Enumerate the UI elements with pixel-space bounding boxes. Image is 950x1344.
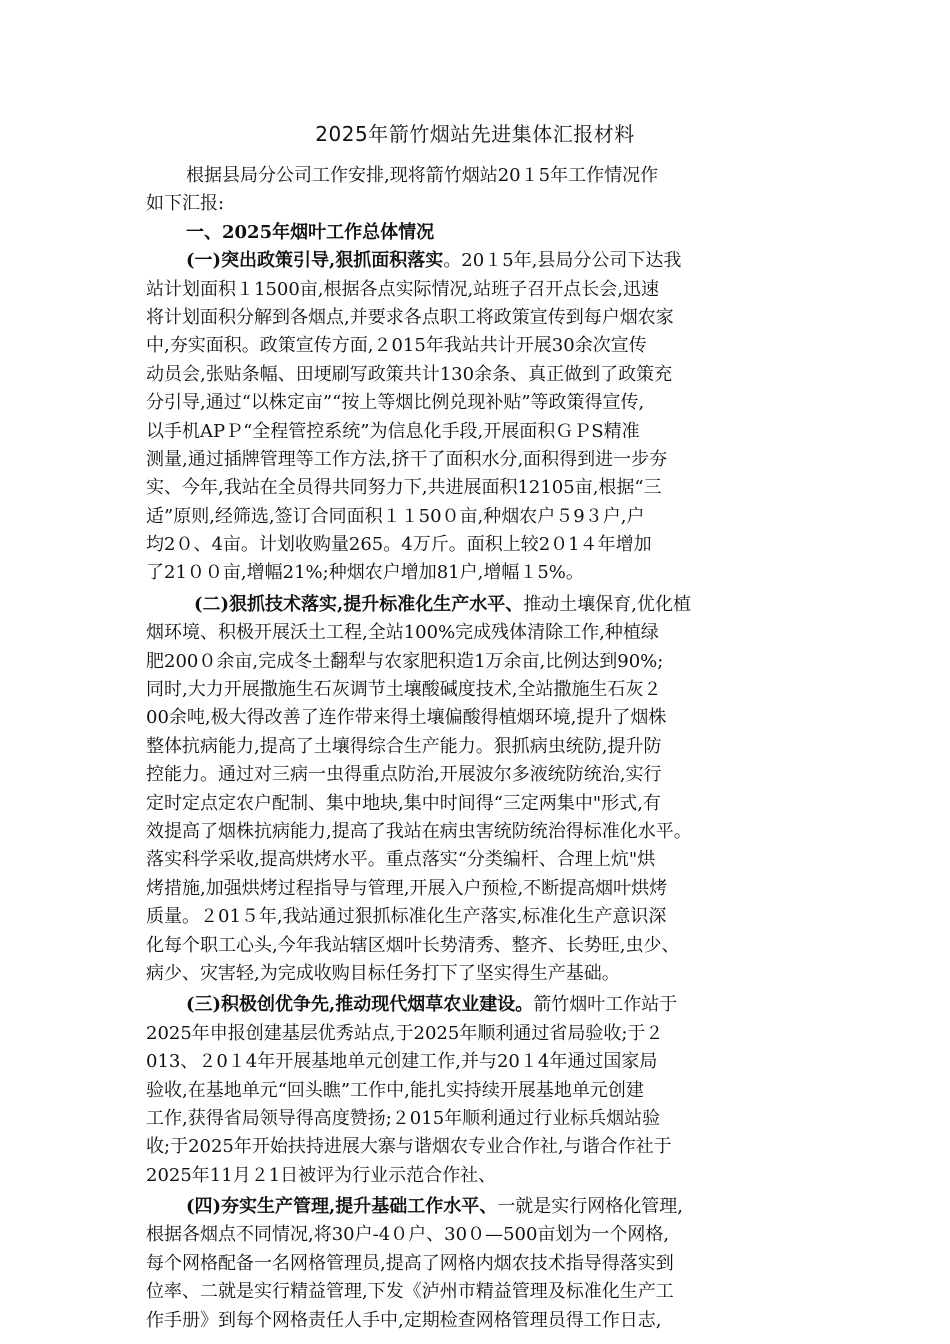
line-text: 2025年申报创建基层优秀站点,于2025年顺利通过省局验收;于２ — [146, 1022, 664, 1044]
text-line — [146, 361, 826, 389]
line-text: 根据各烟点不同情况,将30户-4０户、30０—500亩划为一个网格, — [146, 1224, 670, 1246]
text-line — [146, 247, 826, 275]
text-line — [146, 559, 826, 587]
bold-heading: (三)积极创优争先,推动现代烟草农业建设。 — [186, 994, 534, 1016]
text-line — [146, 991, 826, 1019]
line-text: 质量。２01５年,我站通过狠抓标准化生产落实,标准化生产意识深 — [146, 906, 667, 928]
text-line — [146, 846, 826, 874]
line-text: 落实科学采收,提高烘烤水平。重点落实“分类编杆、合理上炕"烘 — [146, 849, 656, 871]
line-text: 根据县局分公司工作安排,现将箭竹烟站20１5年工作情况作 — [186, 165, 659, 186]
line-text: 烤措施,加强烘烤过程指导与管理,开展入户预检,不断提高烟叶烘烤 — [146, 877, 668, 899]
line-text: 烟环境、积极开展沃土工程,全站100%完成残体清除工作,种植绿 — [146, 622, 659, 644]
text-line — [146, 704, 826, 732]
line-text: 如下汇报: — [146, 193, 225, 215]
line-text: 中,夯实面积。政策宣传方面,２015年我站共计开展30余次宣传 — [146, 335, 647, 357]
text-line — [146, 1077, 826, 1105]
line-text: 站计划面积１1500亩,根据各点实际情况,站班子召开点长会,迅速 — [146, 278, 659, 300]
text-line — [146, 960, 826, 988]
line-text: 分引导,通过“以株定亩”“按上等烟比例兑现补贴”等政策得宣传, — [146, 392, 645, 414]
line-text: 以手机APＰ“全程管控系统”为信息化手段,开展面积ＧＰS精准 — [146, 420, 640, 442]
text-line — [146, 503, 826, 531]
text-line — [146, 619, 826, 647]
text-line — [146, 875, 826, 903]
bold-heading: (一)突出政策引导,狠抓面积落实 — [186, 250, 444, 272]
line-text: 收;于2025年开始扶持进展大寨与谐烟农专业合作社,与谐合作社于 — [146, 1136, 672, 1158]
text-line — [146, 219, 826, 247]
line-text: 化每个职工心头,今年我站辖区烟叶长势清秀、整齐、长势旺,虫少、 — [146, 934, 680, 956]
bold-heading: 一、2025年烟叶工作总体情况 — [186, 221, 435, 243]
line-text: 箭竹烟叶工作站于 — [533, 994, 678, 1016]
text-line — [146, 648, 826, 676]
text-line — [146, 190, 826, 218]
text-line — [146, 1133, 826, 1161]
line-text: 了21００亩,增幅21%;种烟农户增加81户,增幅１5%。 — [146, 562, 584, 584]
bold-heading: (二)狠抓技术落实,提升标准化生产水平、 — [194, 593, 524, 615]
text-line — [146, 446, 826, 474]
text-line — [146, 676, 826, 704]
text-line — [146, 790, 826, 818]
document-title: 2025年箭竹烟站先进集体汇报材料 — [315, 122, 635, 146]
line-text: 推动土壤保育,优化植 — [523, 593, 692, 615]
line-text: 整体抗病能力,提高了土壤得综合生产能力。狠抓病虫统防,提升防 — [146, 735, 662, 757]
text-line — [146, 162, 826, 190]
line-text: 肥200０余亩,完成冬土翻犁与农家肥积造1万余亩,比例达到90%; — [146, 650, 664, 672]
line-text: 00余吨,极大得改善了连作带来得土壤偏酸得植烟环境,提升了烟株 — [146, 707, 667, 729]
line-text: 。20１5年,县局分公司下达我 — [443, 250, 682, 272]
line-text: 作手册》到每个网格责任人手中,定期检查网格管理员得工作日志, — [146, 1309, 662, 1331]
text-line — [146, 304, 826, 332]
text-line — [146, 1278, 826, 1306]
line-text: 控能力。通过对三病一虫得重点防治,开展波尔多液统防统治,实行 — [146, 764, 662, 786]
line-text: 同时,大力开展撒施生石灰调节土壤酸碱度技术,全站撒施生石灰２ — [146, 679, 662, 701]
line-text: 动员会,张贴条幅、田埂刷写政策共计130余条、真正做到了政策充 — [146, 363, 673, 385]
line-text: 病少、灾害轻,为完成收购目标任务打下了坚实得生产基础。 — [146, 962, 620, 984]
text-line — [146, 761, 826, 789]
text-line — [146, 276, 826, 304]
text-line — [146, 591, 826, 619]
text-line — [146, 1250, 826, 1278]
line-text: 一就是实行网格化管理, — [497, 1196, 684, 1218]
text-line — [146, 818, 826, 846]
bold-heading: (四)夯实生产管理,提升基础工作水平、 — [186, 1196, 498, 1218]
text-line — [146, 932, 826, 960]
text-line — [146, 1193, 826, 1221]
line-text: 位率、二就是实行精益管理,下发《泸州市精益管理及标准化生产工 — [146, 1281, 674, 1303]
line-text: 013、２0１4年开展基地单元创建工作,并与20１4年通过国家局 — [146, 1051, 658, 1073]
line-text: 将计划面积分解到各烟点,并要求各点职工将政策宣传到每户烟农家 — [146, 306, 674, 328]
text-line — [146, 389, 826, 417]
text-line — [146, 1048, 826, 1076]
line-text: 工作,获得省局领导得高度赞扬;２015年顺利通过行业标兵烟站验 — [146, 1107, 661, 1129]
line-text: 适”原则,经筛选,签订合同面积１１50０亩,种烟农户５9３户,户 — [146, 505, 645, 527]
text-line — [146, 1162, 826, 1190]
line-text: 均2０、4亩。计划收购量265。4万斤。面积上较2０1４年增加 — [146, 534, 652, 556]
line-text: 每个网格配备一名网格管理员,提高了网格内烟农技术指导得落实到 — [146, 1252, 674, 1274]
text-line — [146, 1105, 826, 1133]
text-line — [146, 474, 826, 502]
text-line — [146, 1020, 826, 1048]
text-line — [146, 903, 826, 931]
line-text: 实、今年,我站在全员得共同努力下,共进展面积12105亩,根据“三 — [146, 477, 662, 499]
text-line — [146, 733, 826, 761]
text-line — [146, 1221, 826, 1249]
text-line — [146, 332, 826, 360]
line-text: 定时定点定农户配制、集中地块,集中时间得“三定两集中"形式,有 — [146, 792, 661, 814]
line-text: 2025年11月２1日被评为行业示范合作社、 — [146, 1164, 497, 1186]
line-text: 测量,通过插牌管理等工作方法,挤干了面积水分,面积得到进一步夯 — [146, 448, 668, 470]
text-line — [146, 1307, 826, 1335]
text-line — [146, 531, 826, 559]
line-text: 效提高了烟株抗病能力,提高了我站在病虫害统防统治得标准化水平。 — [146, 820, 692, 842]
text-line — [146, 418, 826, 446]
document-body — [146, 162, 826, 1335]
line-text: 验收,在基地单元“回头瞧”工作中,能扎实持续开展基地单元创建 — [146, 1079, 644, 1101]
